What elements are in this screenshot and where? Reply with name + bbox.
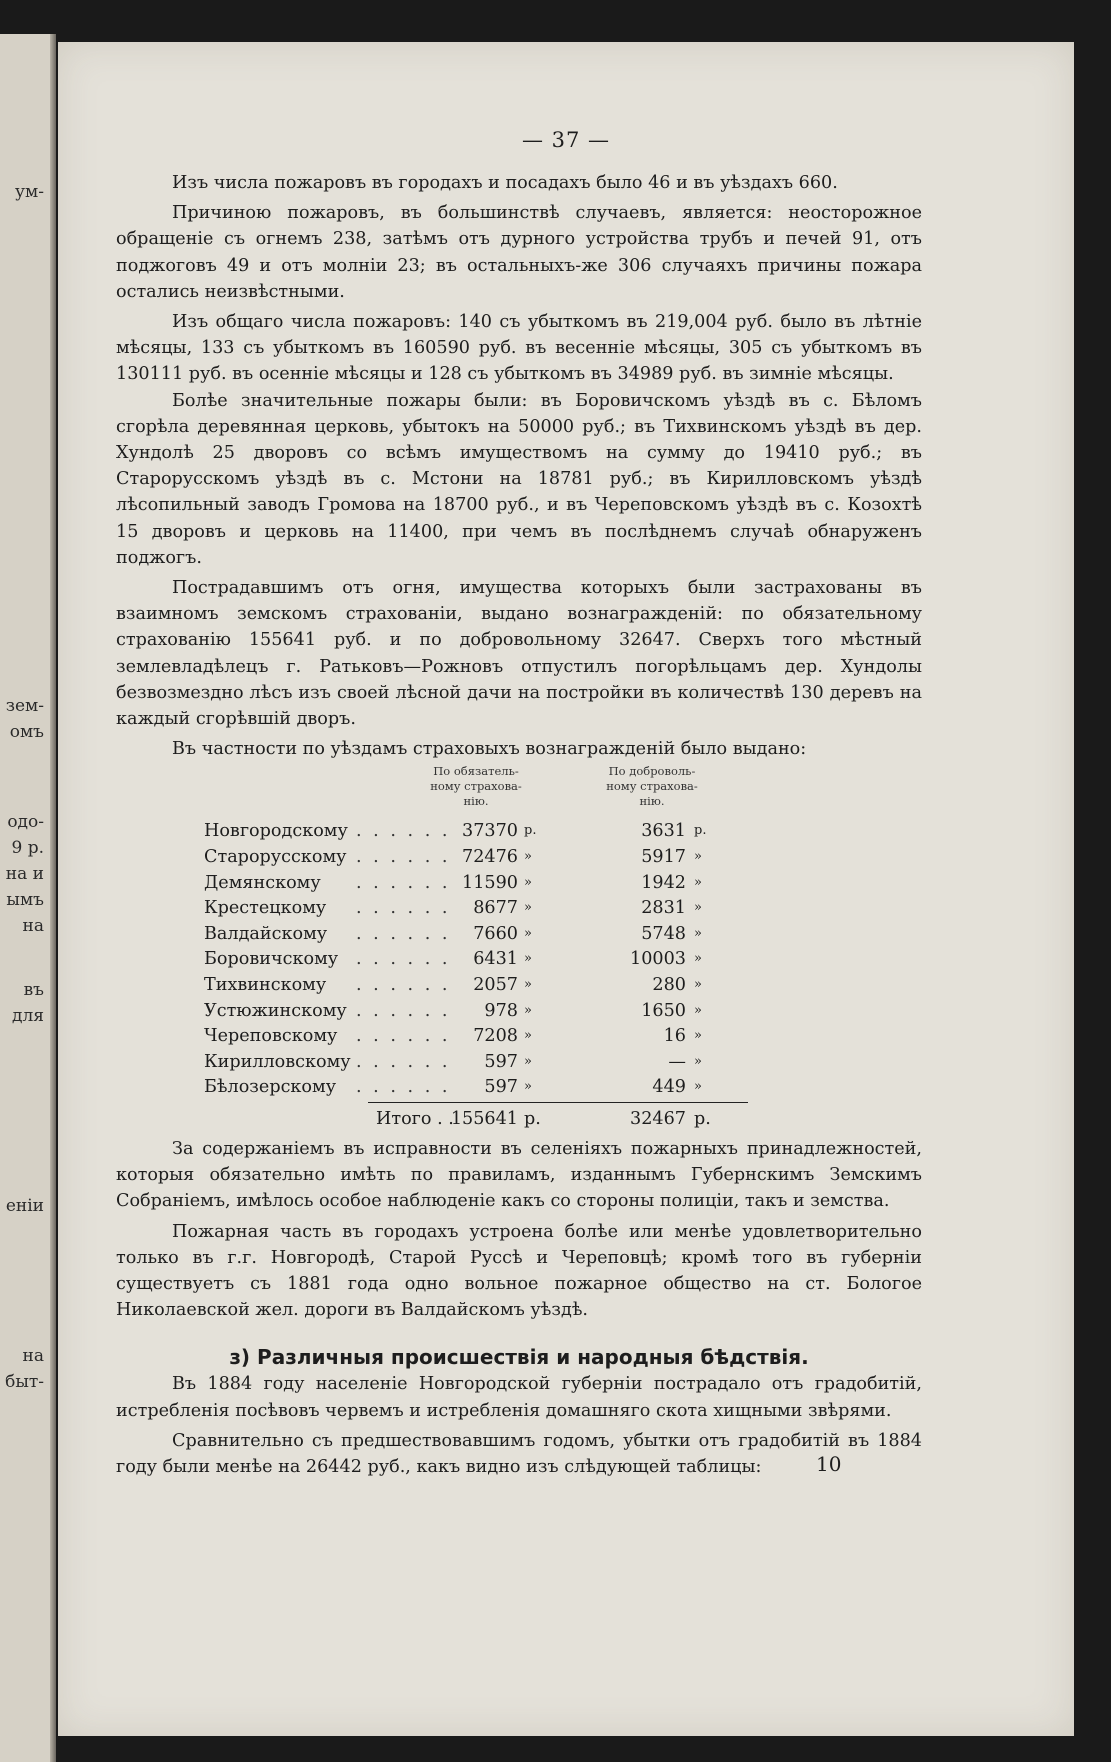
district-name: Тихвинскому	[204, 975, 327, 996]
unit-mark: »	[694, 977, 702, 993]
paragraph: Сравнительно съ предшествовавшимъ годомъ, убытки отъ градобитій въ 1884 году были менѣе на 26442 руб., какъ видно изъ слѣдующей таблицы:	[116, 1430, 922, 1478]
margin-fragment: ум-	[15, 182, 44, 202]
paragraph: Болѣе значительные пожары были: въ Боровичскомъ уѣздѣ въ с. Бѣломъ сгорѣла деревянная церковь, убытокъ на 50000 руб.; въ Тихвинскомъ уѣздѣ въ дер. Хундолѣ 25 дворовъ со всѣмъ имуществомъ на сумму до 19410 руб.; въ Старорусскомъ уѣздѣ въ с. Мстони на 18781 руб.; въ Кирилловскомъ уѣздѣ лѣсопильный заводъ Громова на 18700 руб., и въ Череповскомъ уѣздѣ въ с. Козохтѣ 15 дворовъ и церковь на 11400, при чемъ въ послѣднемъ случаѣ обнаруженъ поджогъ.	[116, 390, 922, 568]
mandatory-value: 37370	[462, 821, 518, 842]
insurance-table	[116, 764, 922, 1132]
section-heading: з) Различныя происшествія и народныя бѣдствія.	[229, 1345, 809, 1370]
paragraph: Изъ числа пожаровъ въ городахъ и посадахъ было 46 и въ уѣздахъ 660.	[172, 173, 838, 193]
district-name: Череповскому	[204, 1026, 338, 1047]
voluntary-value: —	[668, 1051, 686, 1072]
margin-fragment: на	[22, 1346, 44, 1366]
page-gutter	[50, 34, 56, 1762]
table-row	[116, 972, 922, 998]
paragraph: Причиною пожаровъ, въ большинствѣ случаевъ, является: неосторожное обращеніе съ огнемъ 238, затѣмъ отъ дурного устройства трубъ и печей 91, отъ поджоговъ 49 и отъ молніи 23; въ остальныхъ-же 306 случаяхъ причины пожара остались неизвѣстными.	[116, 203, 922, 302]
unit-mark: р.	[694, 823, 707, 839]
unit-mark: »	[524, 951, 532, 967]
unit-mark: »	[694, 849, 702, 865]
signature-mark: 10	[816, 1452, 842, 1476]
total-label: Итого . .	[376, 1109, 454, 1129]
leader-dots: . . . . . .	[356, 821, 451, 842]
paragraph: Пожарная часть въ городахъ устроена болѣе или менѣе удовлетворительно только въ г.г. Новгородѣ, Старой Руссѣ и Череповцѣ; кромѣ того въ губерніи существуетъ съ 1881 года одно вольное пожарное общество на ст. Бологое Николаевской жел. дороги въ Валдайскомъ уѣздѣ.	[116, 1221, 922, 1321]
unit-mark: »	[694, 1002, 702, 1018]
unit-mark: »	[524, 900, 532, 916]
table-row	[116, 844, 922, 870]
table-row	[116, 1049, 922, 1075]
district-name: Валдайскому	[204, 923, 328, 944]
margin-fragment: быт-	[5, 1372, 44, 1392]
voluntary-value: 3631	[641, 821, 686, 842]
leader-dots: . . . . . .	[356, 949, 451, 970]
mandatory-value: 7660	[473, 923, 518, 944]
district-name: Новгородскому	[204, 821, 348, 842]
margin-fragment: для	[12, 1006, 44, 1026]
voluntary-value: 1942	[641, 872, 686, 893]
district-name: Боровичскому	[204, 949, 339, 970]
table-row	[116, 921, 922, 947]
voluntary-value: 5917	[641, 847, 686, 868]
column-header-voluntary: По доброволь-ному страхова-нію.	[606, 764, 698, 809]
margin-fragment: еніи	[5, 1196, 44, 1216]
margin-fragment: 9 р.	[11, 838, 44, 858]
voluntary-value: 16	[663, 1026, 686, 1047]
leader-dots: . . . . . .	[356, 1000, 451, 1021]
table-row	[116, 1074, 922, 1100]
unit-mark: »	[524, 1028, 532, 1044]
unit-mark: »	[694, 874, 702, 890]
mandatory-value: 6431	[473, 949, 518, 970]
unit-mark: »	[694, 1053, 702, 1069]
district-name: Бѣлозерскому	[204, 1077, 337, 1098]
leader-dots: . . . . . .	[356, 975, 451, 996]
voluntary-value: 449	[652, 1077, 686, 1098]
unit-mark: »	[524, 977, 532, 993]
mandatory-value: 72476	[462, 847, 518, 868]
voluntary-value: 5748	[641, 923, 686, 944]
margin-fragment: на	[22, 916, 44, 936]
margin-fragment: зем-	[5, 696, 44, 716]
district-name: Кирилловскому	[204, 1051, 351, 1072]
paragraph: Изъ общаго числа пожаровъ: 140 съ убыткомъ въ 219,004 руб. было въ лѣтніе мѣсяцы, 133 съ убыткомъ въ 160590 руб. въ весенніе мѣсяцы, 305 съ убыткомъ въ 130111 руб. въ осенніе мѣсяцы и 128 съ убыткомъ въ 34989 руб. въ зимніе мѣсяцы.	[116, 312, 922, 385]
district-name: Старорусскому	[204, 847, 347, 868]
margin-fragment: омъ	[9, 722, 44, 742]
leader-dots: . . . . . .	[356, 1026, 451, 1047]
unit-mark: »	[524, 849, 532, 865]
margin-fragment: одо-	[7, 812, 44, 832]
total-mandatory: 155641	[450, 1109, 518, 1129]
margin-fragment: на и	[5, 864, 44, 884]
leader-dots: . . . . . .	[356, 872, 451, 893]
district-name: Демянскому	[204, 872, 321, 893]
unit-mark: »	[524, 1079, 532, 1095]
table-row	[116, 1023, 922, 1049]
district-name: Крестецкому	[204, 898, 327, 919]
mandatory-value: 7208	[473, 1026, 518, 1047]
mandatory-value: 597	[484, 1077, 518, 1098]
unit-mark: р.	[524, 1109, 541, 1129]
mandatory-value: 8677	[473, 898, 518, 919]
total-voluntary: 32467	[630, 1109, 686, 1129]
mandatory-value: 2057	[473, 975, 518, 996]
leader-dots: . . . . . .	[356, 923, 451, 944]
unit-mark: р.	[694, 1109, 711, 1129]
unit-mark: »	[694, 1079, 702, 1095]
left-page-fragment	[0, 34, 56, 1762]
mandatory-value: 978	[484, 1000, 518, 1021]
voluntary-value: 1650	[641, 1000, 686, 1021]
leader-dots: . . . . . .	[356, 1077, 451, 1098]
table-row	[116, 998, 922, 1024]
margin-fragment: въ	[23, 980, 44, 1000]
unit-mark: »	[694, 951, 702, 967]
unit-mark: »	[694, 900, 702, 916]
total-rule	[368, 1102, 748, 1103]
document-page	[58, 42, 1074, 1736]
voluntary-value: 2831	[641, 898, 686, 919]
unit-mark: »	[694, 925, 702, 941]
unit-mark: »	[524, 1053, 532, 1069]
table-row	[116, 870, 922, 896]
mandatory-value: 597	[484, 1051, 518, 1072]
district-name: Устюжинскому	[204, 1000, 347, 1021]
paragraph: Пострадавшимъ отъ огня, имущества которыхъ были застрахованы въ взаимномъ земскомъ страхованіи, выдано вознагражденій: по обязательному страхованію 155641 руб. и по добровольному 32647. Сверхъ того мѣстный землевладѣлецъ г. Ратьковъ—Рожновъ отпустилъ погорѣльцамъ дер. Хундолы безвозмездно лѣсъ изъ своей лѣсной дачи на постройки въ количествѣ 130 деревъ на каждый сгорѣвшій дворъ.	[116, 578, 922, 730]
table-row	[116, 946, 922, 972]
voluntary-value: 280	[652, 975, 686, 996]
table-total-row	[116, 1100, 922, 1132]
mandatory-value: 11590	[462, 872, 518, 893]
margin-fragment: ымъ	[6, 890, 44, 910]
leader-dots: . . . . . .	[356, 898, 451, 919]
leader-dots: . . . . . .	[356, 1051, 451, 1072]
table-header	[116, 764, 922, 818]
table-row	[116, 818, 922, 844]
unit-mark: »	[524, 874, 532, 890]
unit-mark: »	[524, 925, 532, 941]
page-body	[116, 170, 922, 1480]
page-number: — 37 —	[521, 128, 611, 152]
table-intro: Въ частности по уѣздамъ страховыхъ вознагражденій было выдано:	[172, 739, 807, 760]
paragraph: За содержаніемъ въ исправности въ селеніяхъ пожарныхъ принадлежностей, которыя обязательно имѣть по правиламъ, изданнымъ Губернскимъ Земскимъ Собраніемъ, имѣлось особое наблюденіе какъ со стороны полиціи, такъ и земства.	[116, 1139, 922, 1212]
column-header-mandatory: По обязатель-ному страхова-нію.	[430, 764, 522, 809]
unit-mark: р.	[524, 823, 537, 839]
voluntary-value: 10003	[630, 949, 686, 970]
table-row	[116, 895, 922, 921]
unit-mark: »	[694, 1028, 702, 1044]
leader-dots: . . . . . .	[356, 847, 451, 868]
paragraph: Въ 1884 году населеніе Новгородской губерніи пострадало отъ градобитій, истребленія посѣвовъ червемъ и истребленія домашняго скота хищными звѣрями.	[116, 1374, 922, 1421]
unit-mark: »	[524, 1002, 532, 1018]
